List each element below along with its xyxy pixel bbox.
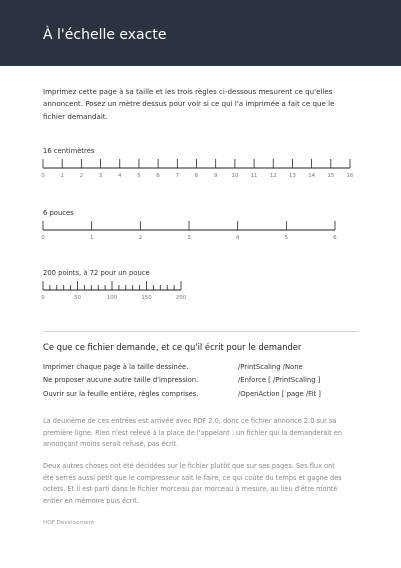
request-description: Ouvrir sur la feuille entière, règles comprises. <box>43 390 199 398</box>
ruler-tick-label: 2 <box>79 173 84 179</box>
ruler-tick-label: 3 <box>98 173 103 179</box>
ruler-centimeters-scale <box>41 158 354 180</box>
ruler-tick-label: 16 <box>346 173 354 179</box>
page-header <box>0 0 401 66</box>
ruler-tick-label: 0 <box>41 173 45 179</box>
ruler-tick-label: 6 <box>156 173 160 179</box>
ruler-tick-label: 200 <box>175 295 187 301</box>
ruler-tick-label: 100 <box>106 295 118 301</box>
ruler-label: 16 centimètres <box>43 147 95 155</box>
ruler-centimeters <box>41 147 354 179</box>
footer-credit: HOF Development <box>43 520 95 526</box>
ruler-tick-label: 11 <box>250 173 258 179</box>
section-divider <box>43 331 358 332</box>
request-code: /OpenAction [ page /Fit ] <box>238 390 321 398</box>
ruler-label: 200 points, à 72 pour un pouce <box>43 269 150 277</box>
ruler-points-scale <box>41 280 187 302</box>
ruler-tick-label: 50 <box>74 295 81 301</box>
ruler-inches <box>43 209 335 241</box>
ruler-tick-label: 10 <box>231 173 239 179</box>
ruler-tick-label: 0 <box>41 235 45 241</box>
ruler-tick-label: 5 <box>137 173 141 179</box>
ruler-tick-label: 1 <box>60 173 64 179</box>
ruler-tick-label: 0 <box>41 295 45 301</box>
intro-paragraph: Imprimez cette page à sa taille et les trois règles ci-dessous mesurent ce qu'elles annoncent. Posez un mètre dessus pour voir si ce qui l'a imprimée a fait ce que le fichier demandait. <box>43 87 335 121</box>
page-title: À l'échelle exacte <box>43 27 167 43</box>
request-description: Ne proposer aucune autre taille d'impression. <box>43 376 199 384</box>
ruler-tick-label: 12 <box>269 173 277 179</box>
request-description: Imprimer chaque page à la taille dessinée. <box>43 363 189 371</box>
ruler-tick-label: 13 <box>289 173 296 179</box>
ruler-tick-label: 4 <box>235 235 240 241</box>
ruler-tick-label: 7 <box>175 173 180 179</box>
ruler-tick-label: 3 <box>187 235 191 241</box>
ruler-tick-label: 8 <box>194 173 199 179</box>
ruler-tick-label: 9 <box>213 173 218 179</box>
ruler-tick-label: 5 <box>284 235 289 241</box>
ruler-tick-label: 4 <box>118 173 122 179</box>
ruler-tick-label: 6 <box>333 235 337 241</box>
ruler-label: 6 pouces <box>43 209 74 217</box>
ruler-inches-scale <box>43 220 335 242</box>
section-title: Ce que ce fichier demande, et ce qu'il écrit pour le demander <box>43 342 302 352</box>
body-paragraph: La deuxième de ces entrées est arrivée avec PDF 2.0, donc ce fichier annonce 2.0 sur sa première ligne. Rien n'est relevé à la place de l'appelant : un fichier qui la demanderait en annonçant moins serait refusé, pas écrit. <box>43 417 343 448</box>
ruler-tick-label: 14 <box>308 173 316 179</box>
ruler-tick-label: 2 <box>138 235 143 241</box>
body-paragraph: Deux autres choses ont été décidées sur le fichier plutôt que sur ses pages. Ses flux ont été serrés aussi petit que le compresseur sait le faire, ce qui coûte du temps et gagne des octets. Et il est parti dans le fichier morceau par morceau à mesure, au lieu d'être monté entier en mémoire puis écrit. <box>43 462 342 505</box>
ruler-tick-label: 15 <box>327 173 335 179</box>
ruler-points <box>41 269 187 301</box>
request-code: /PrintScaling /None <box>238 363 303 371</box>
ruler-tick-label: 150 <box>141 295 152 301</box>
ruler-tick-label: 1 <box>89 235 94 241</box>
request-code: /Enforce [ /PrintScaling ] <box>238 376 321 384</box>
